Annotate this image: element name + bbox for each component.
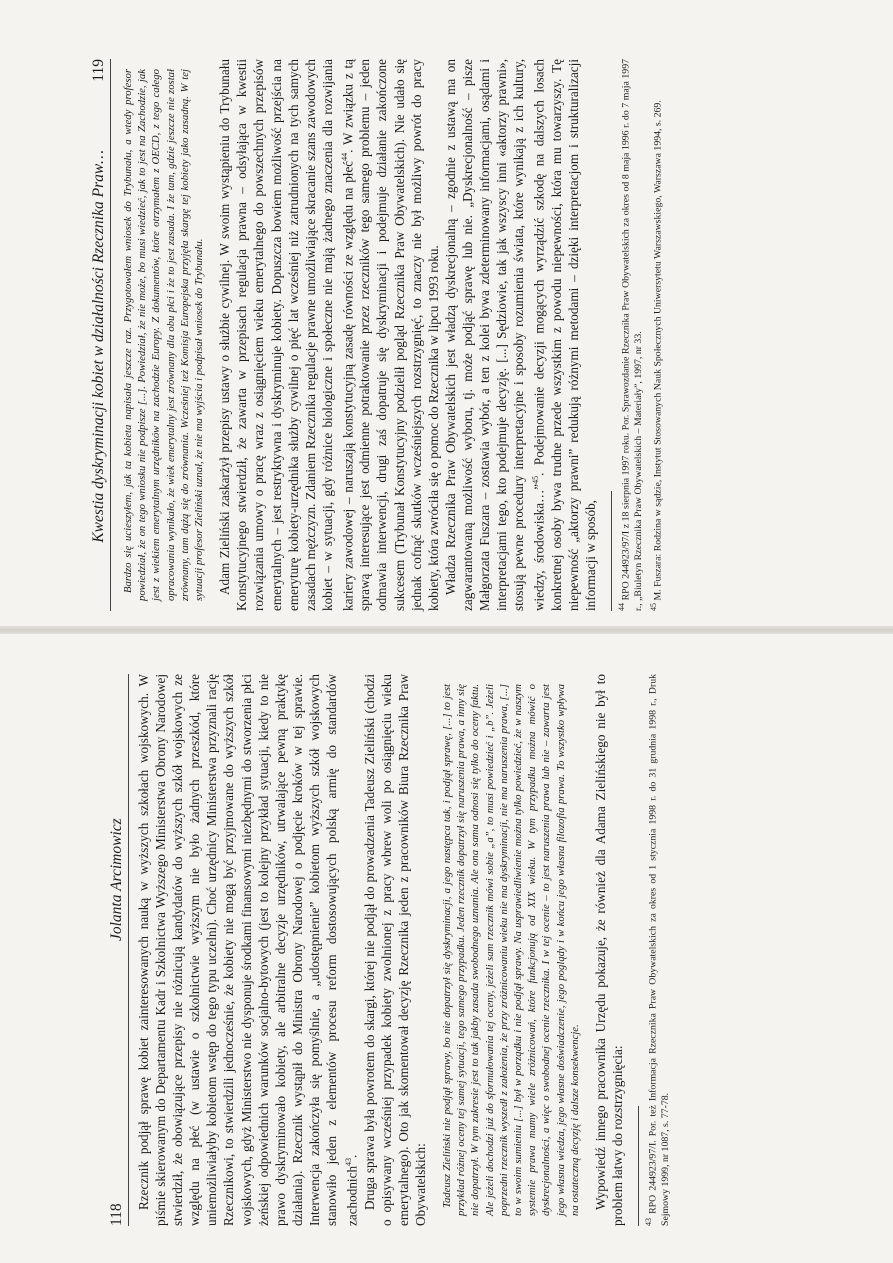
- left-paragraph: Rzecznik podjął sprawę kobiet zainteresowanych nauką w wyższych szkołach wojskowych. W piśmie skierowanym do Departamentu Kadr i Szkolnictwa Wyższego Ministerstwa Obrony Narodowej stwierdził, że obowiązujące przepisy nie różnicują kandydatów do wyższych szkół wojskowych ze względu na płeć (w ustawie o szkolnictwie wyższym nie było żadnych przeszkód, które uniemożliwiałyby kobietom wstęp do tego typu uczelni). Choć urzędnicy Ministerstwa przyznali rację Rzecznikowi, to stwierdzili jednocześnie, że kobiety nie mogą być przyjmowane do wyższych szkół wojskowych, gdyż Ministerstwo nie dysponuje środkami finansowymi niezbędnymi do stworzenia płci żeńskiej odpowiednich warunków socjalno-bytowych (jest to kolejny przykład sytuacji, kiedy to nie prawo dyskryminowało kobiety, ale arbitralne decyzje urzędników, utrwalające pewną praktykę działania). Rzecznik wystąpił do Ministra Obrony Narodowej o podjęcie kroków w tej sprawie. Interwencja zakończyła się pomyślnie, a „udostępnienie” kobietom wyższych szkół wojskowych stanowiło jeden z elementów procesu reform dostosowujących polską armię do standardów zachodnich$^{43}$.: [136, 674, 360, 1226]
- right-running-title: Kwestia dyskryminacji kobiet w działalności Rzecznika Praw…: [90, 150, 107, 543]
- footnote-divider: [611, 491, 612, 611]
- left-page: [88, 670, 870, 1230]
- left-paragraph: Wypowiedź innego pracownika Urzędu pokazuje, że również dla Adama Zielińskiego nie był to problem łatwy do rozstrzygnięcia:: [593, 674, 626, 1226]
- left-running-head: [88, 674, 129, 1226]
- footnote-ref[interactable]: 43: [344, 1157, 354, 1166]
- left-page-number: 118: [108, 1203, 125, 1226]
- quote-text: Tadeusz Zieliński nie podjął sprawy, bo nie dopatrzył się dyskryminacji, a jego następca tak, i podjął sprawę, [...] to jest przykład różnej oceny tej samej sytuacji, tego samego przypadku. Jeden rzecznik dopatrzył się naruszenia prawa, a inny się nie dopatrzył. W tym zakresie jest to tak jakby zasada swobodnego uznania. Ale ona sama odnosi się tylko do oceny faktu. Ale jeżeli dochodzi już do sformułowania tej oceny, jeżeli sam rzecznik mówi sobie „a”, to musi powiedzieć i „b”. Jeżeli poprzedni rzecznik wyszedł z założenia, że przy zróżnicowaniu wieku nie ma dyskryminacji, nie ma naruszenia prawa, [...] to w swoim sumieniu [...] był w porządku i nie podjął sprawy. Na usprawiedliwienie można tylko powiedzieć, że w naszym systemie prawa mamy wiele zróżnicowań, które funkcjonują od XIX wieku. W tym przypadku można mówić o dyskrecjonalności, a więc o swobodnej ocenie rzecznika. I w tej ocenie – to jest naruszenia prawa lub nie – zawarta jest jego własna wiedza, jego własne doświadczenie, jego poglądy i w końcu jego własna filozofia prawa. To wszystko wpływa na ostateczną decyzję i dalsze konsekwencje.: [440, 684, 581, 1216]
- left-paragraph: Druga sprawa była powrotem do skargi, której nie podjął do prowadzenia Tadeusz Zieliński (chodzi o opisywany wcześniej przypadek kobiety zwolnionej z pracy wbrew woli po osiągnięciu wieku emerytalnego). Oto jak skomentował decyzję Rzecznika jeden z pracowników Biura Rzecznika Praw Obywatelskich:: [361, 674, 428, 1226]
- right-page-body: [111, 59, 664, 611]
- footnote: $^{43}$ RPO 244923/97/I. Por. też Informacja Rzecznika Praw Obywatelskich za okres od 1 stycznia 1998 r. do 31 grudnia 1998 r., Druk Sejmowy 1999, nr 1087, s. 77-78.: [644, 673, 672, 1226]
- right-page: [70, 55, 852, 615]
- left-block-quote: [440, 674, 582, 1226]
- right-running-head: [70, 59, 111, 611]
- right-paragraph: Władza Rzecznika Praw Obywatelskich jest władzą dyskrecjonalną – zgodnie z ustawą ma on zagwarantowaną możliwość wyboru, tj. może podjąć sprawę lub nie. „Dyskrecjonalność – pisze Małgorzata Fuszara – zostawia wybór, a ten z kolei bywa zdeterminowany informacjami, osądami i interpretacjami tego, kto podejmuje decyzję. [...] Sędziowie, tak jak wszyscy inni «aktorzy prawni», stosują pewne procedury interpretacyjne i sposoby rozumienia świata, które wynikają z ich kultury, wiedzy, środowiska…”$^{45}$. Podejmowanie decyzji mogących wyrządzić szkodę na dalszych losach konkretnej osoby bywa trudne przede wszystkim z powodu niepewności, która mu towarzyszy. Tę niepewność „aktorzy prawni” redukują różnymi metodami – dzięki interpretacjom i strukturalizacji informacji w sposób,: [442, 58, 598, 611]
- right-page-number: 119: [90, 59, 107, 82]
- right-block-quote: [121, 59, 206, 611]
- left-running-title: Jolanta Arcimowicz: [108, 818, 125, 942]
- footnote-ref[interactable]: 44: [339, 152, 349, 161]
- quote-text: Bardzo się ucieszyłem, jak ta kobieta napisała jeszcze raz. Przygotowałem wniosek do Trybunału, a wtedy profesor powiedział, że on tego wniosku nie podpisze [...]. Powiedział, że nie może, bo musi wiedzieć, jak to jest na Zachodzie, jak jest z wiekiem emerytalnym urzędników na zachodzie Europy. Z dokumentów, które otrzymałem z OECD, z tego całego opracowania wynikało, że wiek emerytalny jest zrównany dla obu płci i że to jest zasada. I że tam, gdzie jeszcze nie został zrównany, tam dążą się do zrównania. Wcześniej też Komisja Europejska przyjęła skargę tej kobiety jako zasadną. W tej sytuacji profesor Zieliński uznał, że nie ma wyjścia i podpisał wniosek do Trybunału.: [122, 69, 206, 601]
- footnote: $^{44}$ RPO 244923/97/I z 18 sierpnia 1997 roku. Por. Sprawozdanie Rzecznika Praw Obywatelskich za okres od 8 maja 1996 r. do 7 maja 1997 r., „Biuletyn Rzecznika Praw Obywatelskich – Materiały”, 1997, nr 33.: [617, 59, 644, 611]
- footnote-divider: [638, 1106, 639, 1226]
- footnote: $^{45}$ M. Fuszara: Rodzina w sądzie, Instytut Stosowanych Nauk Społecznych Uniwersytetu Warszawskiego, Warszawa 1994, s. 269.: [648, 100, 663, 611]
- right-paragraph: Adam Zieliński zaskarżył przepisy ustawy o służbie cywilnej. W swoim wystąpieniu do Trybunału Konstytucyjnego stwierdził, że zawarta w przepisach regulacja prawna – odsyłająca w kwestii rozwiązania umowy o pracę wraz z osiągnięciem wieku emerytalnego do powszechnych przepisów emerytalnych – jest restryktywna i dyskryminuje kobiety. Dopuszcza bowiem możliwość przejścia na emeryturę kobiety-urzędnika służby cywilnej o pięć lat wcześniej niż zatrudnionych na tych samych zasadach mężczyzn. Zdaniem Rzecznika regulacje prawne umożliwiające skracanie szans zawodowych kobiet – w sytuacji, gdy różnice biologiczne i społeczne nie mają żadnego znaczenia dla rozwijania kariery zawodowej – naruszają konstytucyjną zasadę równości ze względu na płeć$^{44}$. W związku z tą sprawą interesujące jest odmienne potraktowanie przez rzeczników tego samego problemu – jeden odmawia interwencji, drugi zaś dopatruje się dyskryminacji i podejmuje działanie zakończone sukcesem (Trybunał Konstytucyjny podzielił pogląd Rzecznika Praw Obywatelskich). Nie udało się jednak cofnąć skutków wcześniejszych rozstrzygnięć, to znaczy nie był możliwy powrót do pracy kobiety, która zwróciła się o pomoc do Rzecznika w lipcu 1993 roku.: [217, 59, 441, 611]
- footnote-ref[interactable]: 45: [531, 475, 541, 484]
- left-page-body: [129, 674, 673, 1226]
- page-gutter-shadow: [0, 626, 893, 634]
